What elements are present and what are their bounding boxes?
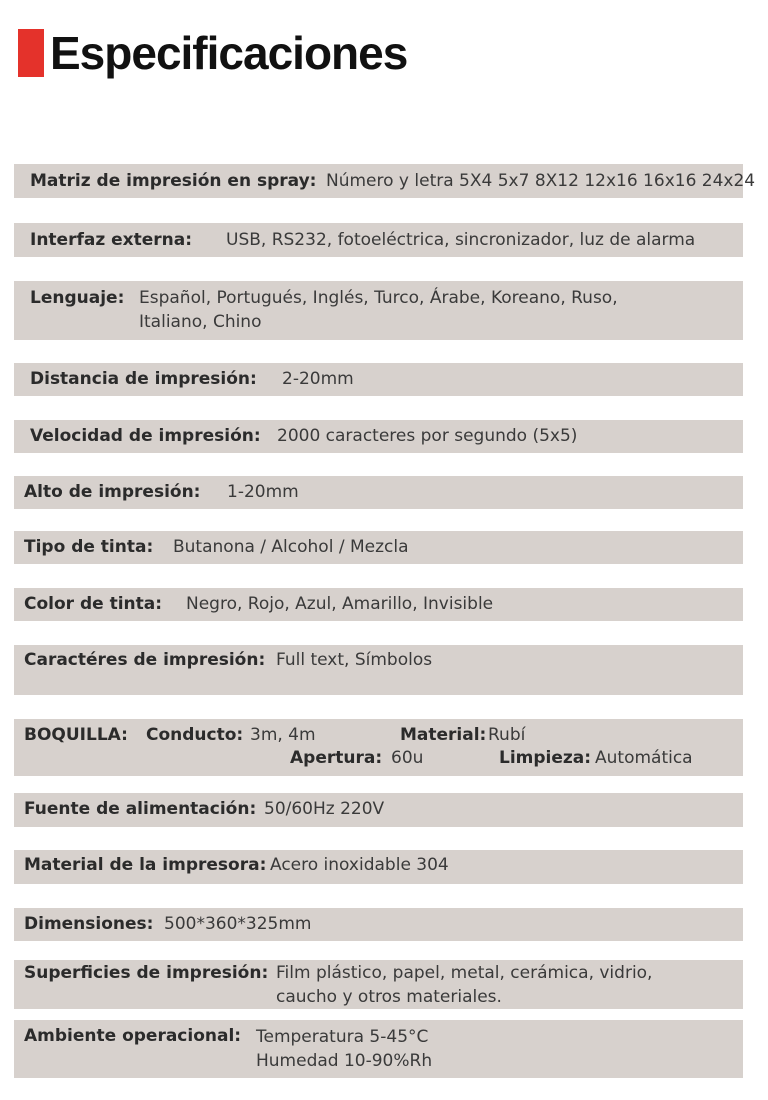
limpieza-value: Automática (595, 748, 693, 768)
spec-value: Acero inoxidable 304 (270, 855, 449, 875)
spec-row-matriz (14, 164, 756, 198)
apertura-label: Apertura: (290, 748, 383, 768)
conducto-value: 3m, 4m (250, 725, 316, 745)
spec-value-line-2: Italiano, Chino (139, 312, 262, 332)
accent-bar (18, 29, 44, 77)
spec-value-line-1: Español, Portugués, Inglés, Turco, Árabe, Koreano, Ruso, (139, 288, 618, 308)
spec-label: Material de la impresora: (24, 855, 267, 875)
spec-value: 50/60Hz 220V (264, 799, 385, 819)
spec-value: 500*360*325mm (164, 914, 312, 934)
spec-value-line-1: Film plástico, papel, metal, cerámica, vidrio, (276, 963, 653, 983)
spec-row-fuente (14, 793, 743, 827)
spec-row-color-tinta (14, 588, 743, 621)
spec-label: Superficies de impresión: (24, 963, 269, 983)
spec-row-material-impresora (14, 850, 743, 884)
spec-row-distancia (14, 363, 743, 396)
spec-label: Matriz de impresión en spray: (30, 171, 317, 191)
spec-label: Velocidad de impresión: (30, 426, 261, 446)
spec-label: Alto de impresión: (24, 482, 201, 502)
spec-row-caracteres (14, 645, 743, 695)
spec-label: Distancia de impresión: (30, 369, 257, 389)
conducto-label: Conducto: (146, 725, 244, 745)
page-header (18, 28, 407, 78)
spec-row-velocidad (14, 420, 743, 453)
apertura-value: 60u (391, 748, 424, 768)
spec-row-alto (14, 476, 743, 509)
spec-label: Caractéres de impresión: (24, 650, 266, 670)
spec-row-tipo-tinta (14, 531, 743, 564)
spec-label: Dimensiones: (24, 914, 154, 934)
spec-value-line-1: Temperatura 5-45°C (256, 1027, 429, 1047)
spec-value: Full text, Símbolos (276, 650, 433, 670)
spec-label: Ambiente operacional: (24, 1026, 242, 1046)
spec-label: Interfaz externa: (30, 230, 193, 250)
spec-label: Fuente de alimentación: (24, 799, 257, 819)
spec-value-line-2: caucho y otros materiales. (276, 987, 502, 1007)
material-value: Rubí (488, 725, 526, 745)
page-title: Especificaciones (50, 27, 408, 79)
spec-label: BOQUILLA: (24, 725, 128, 745)
spec-value: 1-20mm (227, 482, 299, 502)
spec-value: 2-20mm (282, 369, 354, 389)
spec-row-lenguaje (14, 281, 743, 340)
limpieza-label: Limpieza: (499, 748, 592, 768)
spec-row-interfaz (14, 223, 743, 257)
spec-row-superficies (14, 960, 743, 1009)
spec-row-ambiente (14, 1020, 743, 1078)
spec-label: Color de tinta: (24, 594, 163, 614)
spec-label: Lenguaje: (30, 288, 125, 308)
spec-row-dimensiones (14, 908, 743, 941)
spec-value: 2000 caracteres por segundo (5x5) (277, 426, 578, 446)
spec-value: Negro, Rojo, Azul, Amarillo, Invisible (186, 594, 494, 614)
spec-value: Butanona / Alcohol / Mezcla (173, 537, 409, 557)
material-label: Material: (400, 725, 487, 745)
spec-value: USB, RS232, fotoeléctrica, sincronizador, luz de alarma (226, 230, 696, 250)
spec-value-line-2: Humedad 10-90%Rh (256, 1051, 433, 1071)
spec-label: Tipo de tinta: (24, 537, 154, 557)
spec-value: Número y letra 5X4 5x7 8X12 12x16 16x16 24x24 (326, 171, 756, 191)
spec-row-boquilla (14, 719, 743, 776)
